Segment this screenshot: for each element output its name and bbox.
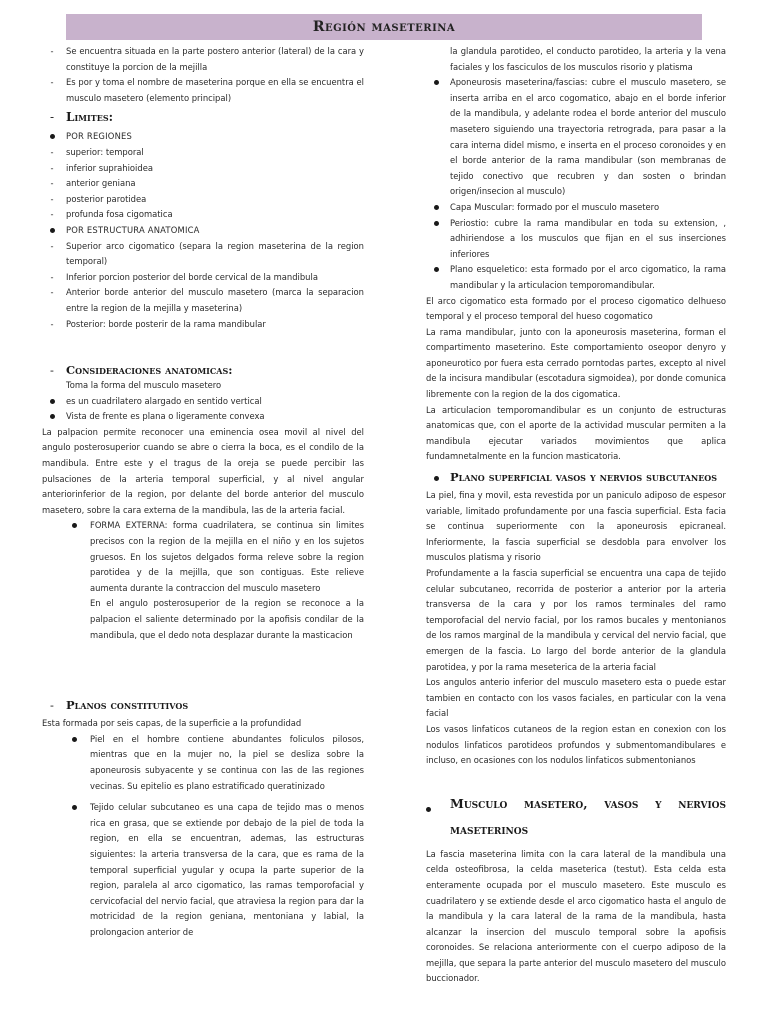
paragraph: Esta formada por seis capas, de la superficie a la profundidad (42, 718, 302, 729)
list-item: POR ESTRUCTURA ANATOMICA (42, 223, 364, 239)
paragraph: La piel, fina y movil, esta revestida por un paniculo adiposo de espesor variable, limitado profundamente por una fascia superficial. Esta facia se continua superiormente con la aponeurosis epicraneal. Inferiormente, la fascia superficial se desdobla para envolver los musculos platisma y risorio (426, 490, 726, 563)
paragraph: En el angulo posterosuperior de la region se reconoce a la palpacion el saliente determinado por la apofisis condilar de la mandibula, que el dedo nota desplazar durante la masticacion (90, 598, 364, 640)
paragraph: la glandula parotideo, el conducto parotideo, la arteria y la vena faciales y los fasciculos de los musculos risorio y platisma (450, 46, 726, 72)
list-item: - Anterior borde anterior del musculo masetero (marca la separacion entre la region de la mejilla y maseterina) (42, 285, 364, 316)
list-item: - anterior geniana (42, 176, 364, 192)
paragraph: El arco cigomatico esta formado por el proceso cigomatico delhueso temporal y el proceso temporal del hueso cogomatico (426, 295, 726, 322)
list-item: Tejido celular subcutaneo es una capa de tejido mas o menos rica en grasa, que se extiende por debajo de la piel de toda la region, en ella se encuentran, ademas, las estructuras siguientes: la arteria transversa de la cara, que es rama de la temporal superficial yugular y ocupa la parte superior de la region, paralela al arco cigomatico, las ramas temporofacial y cervicofacial del nervio facial, que atraviesa la region para dar la motricidad de la region geniana, mentoniana y labial, la prolongacion anterior de (42, 800, 364, 940)
list-item: FORMA EXTERNA: forma cuadrilatera, se continua sin limites precisos con la region de la mejilla en el niño y en los sujetos gruesos. En los sujetos delgados forma releve sobre la region parotidea y de la mejilla, que son contiguas. Este relieve aumenta durante la contraccion del musculo masetero (42, 518, 364, 596)
paragraph: La articulacion temporomandibular es un conjunto de estructuras anatomicas que, con el aporte de la actividad muscular permiten a la mandibula ejecutar variados movimientos que aplica fundamnetalmente en la funcion masticatoria. (426, 404, 726, 462)
paragraph: Toma la forma del musculo masetero (66, 380, 222, 391)
list-item: POR REGIONES (42, 129, 364, 145)
list-item: - Inferior porcion posterior del borde cervical de la mandibula (42, 270, 364, 286)
dash-marker (42, 75, 62, 91)
planos-heading: - Planos constitutivos (42, 697, 364, 713)
bullet-icon (64, 800, 84, 816)
list-item: - superior: temporal (42, 145, 364, 161)
list-item: - inferior suprahioidea (42, 161, 364, 177)
bullet-icon (42, 409, 62, 425)
paragraph: La rama mandibular, junto con la aponeurosis maseterina, forman el compartimento maseterino. Este comportamiento oseopor denyro y aponeurotico por fuera esta cerrado porntodas partes, excepto al nivel de la incisura mandibular (escotadura sigmoidea), por donde comunica libremente con la region de la dos cigomatica. (426, 326, 726, 400)
list-item: Vista de frente es plana o ligeramente convexa (42, 409, 364, 425)
bullet-icon (426, 796, 446, 822)
list-item: - posterior parotidea (42, 192, 364, 208)
list-item: Periostio: cubre la rama mandibular en toda su extension, , adhiriendose a los musculos que fijan en el sus inserciones inferiores (426, 216, 726, 263)
dash-marker (42, 44, 62, 60)
list-item: Capa Muscular: formado por el musculo masetero (426, 200, 726, 216)
list-item: es un cuadrilatero alargado en sentido vertical (42, 394, 364, 410)
bullet-icon (42, 394, 62, 410)
list-item: - Superior arco cigomatico (separa la region maseterina de la region temporal) (42, 239, 364, 270)
list-item: - profunda fosa cigomatica (42, 207, 364, 223)
musculo-masetero-heading: Musculo masetero, vasos y nervios maseterinos (426, 791, 726, 843)
title-bar (66, 14, 702, 40)
list-item: Piel en el hombre contiene abundantes foliculos pilosos, mientras que en la mujer no, la piel se desliza sobre la aponeurosis subyacente y se continua con las de las regiones vecinas. Su epitelio es plano estratificado queratinizado (42, 732, 364, 794)
bullet-icon (64, 732, 84, 748)
list-item: - Posterior: borde posterir de la rama mandibular (42, 317, 364, 333)
bullet-icon (426, 75, 446, 91)
plano-superficial-heading: Plano superficial vasos y nervios subcutaneos (426, 469, 726, 485)
bullet-icon (426, 200, 446, 216)
left-column (42, 44, 364, 941)
bullet-icon (426, 216, 446, 232)
list-item: Aponeurosis maseterina/fascias: cubre el musculo masetero, se inserta arriba en el arco cogomatico, abajo en el borde inferior de la mandibula, y adelante rodea el borde anterior del musculo masetero siguiendo una trayectoria retrograda, para pasar a la cara interna didel mismo, e inserta en el proceso coronoides y en el borde anterior de la rama mandibular (son membranas de tejido conectivo que recubren y dan sosten o brindan origen/insecion al musculo) (426, 75, 726, 200)
bullet-icon (426, 262, 446, 278)
consideraciones-heading: - Consideraciones anatomicas: (42, 362, 364, 378)
right-column (426, 44, 726, 987)
list-item: - Se encuentra situada en la parte postero anterior (lateral) de la cara y constituye la porcion de la mejilla (42, 44, 364, 75)
bullet-icon (42, 129, 62, 145)
bullet-icon (64, 518, 84, 534)
limites-heading: - Limites: (42, 109, 364, 125)
bullet-icon (426, 469, 446, 485)
paragraph: La fascia maseterina limita con la cara lateral de la mandibula una celda osteofibrosa, la celda maseterica (testut). Esta celda esta enteramente ocupada por el musculo masetero. Este musculo es cuadrilatero y se extiende desde el arco cigomatico hasta el angulo de la mandibula y la cara lateral de la rama de la mandibula, hasta alcanzar la insercion del musculo temporal sobre la apofisis coronoides. Se relaciona anteriormente con el cuerpo adiposo de la mejilla, que separa la parte anterior del musculo masetero del musculo buccionador. (426, 848, 726, 984)
list-item: Plano esqueletico: esta formado por el arco cigomatico, la rama mandibular y la articulacion temporomandibular. (426, 262, 726, 293)
paragraph: Profundamente a la fascia superficial se encuentra una capa de tejido celular subcutaneo, recorrida de posterior a anterior por la arteria transversa de la cara y por los ramos terminales del ramo temporofacial del nervio facial, por los ramos bucales y mentonianos de los ramos marginal de la mandibula y cervical del nervio facial, que emergen de la fascia. Lo largo del borde anterior de la glandula parotidea, y por la rama meseterica de la arteria facial (426, 568, 726, 672)
paragraph: Los vasos linfaticos cutaneos de la region estan en conexion con los nodulos linfaticos parotideos profundos y submentomandibulares e incluso, en ocasiones con los nodulos linfaticos submentonianos (426, 723, 726, 766)
page-title: Región maseterina (312, 19, 456, 35)
paragraph: La palpacion permite reconocer una eminencia osea movil al nivel del angulo posterosuperior cuando se abre o cierra la boca, es el condilo de la mandibula. Entre este y el tragus de la oreja se puede percibir las pulsaciones de la arteria temporal superficial, y al nivel angular anteriorinferior de la region, por delante del borde anterior del musculo masetero, sobre la cara externa de la mandibula, las de la arteria facial. (42, 426, 364, 515)
bullet-icon (42, 223, 62, 239)
paragraph: Los angulos anterio inferior del musculo masetero esta o puede estar tambien en contacto con los vasos faciales, en particular con la vena facial (426, 677, 726, 719)
list-item: - Es por y toma el nombre de maseterina porque en ella se encuentra el musculo masetero (elemento principal) (42, 75, 364, 106)
